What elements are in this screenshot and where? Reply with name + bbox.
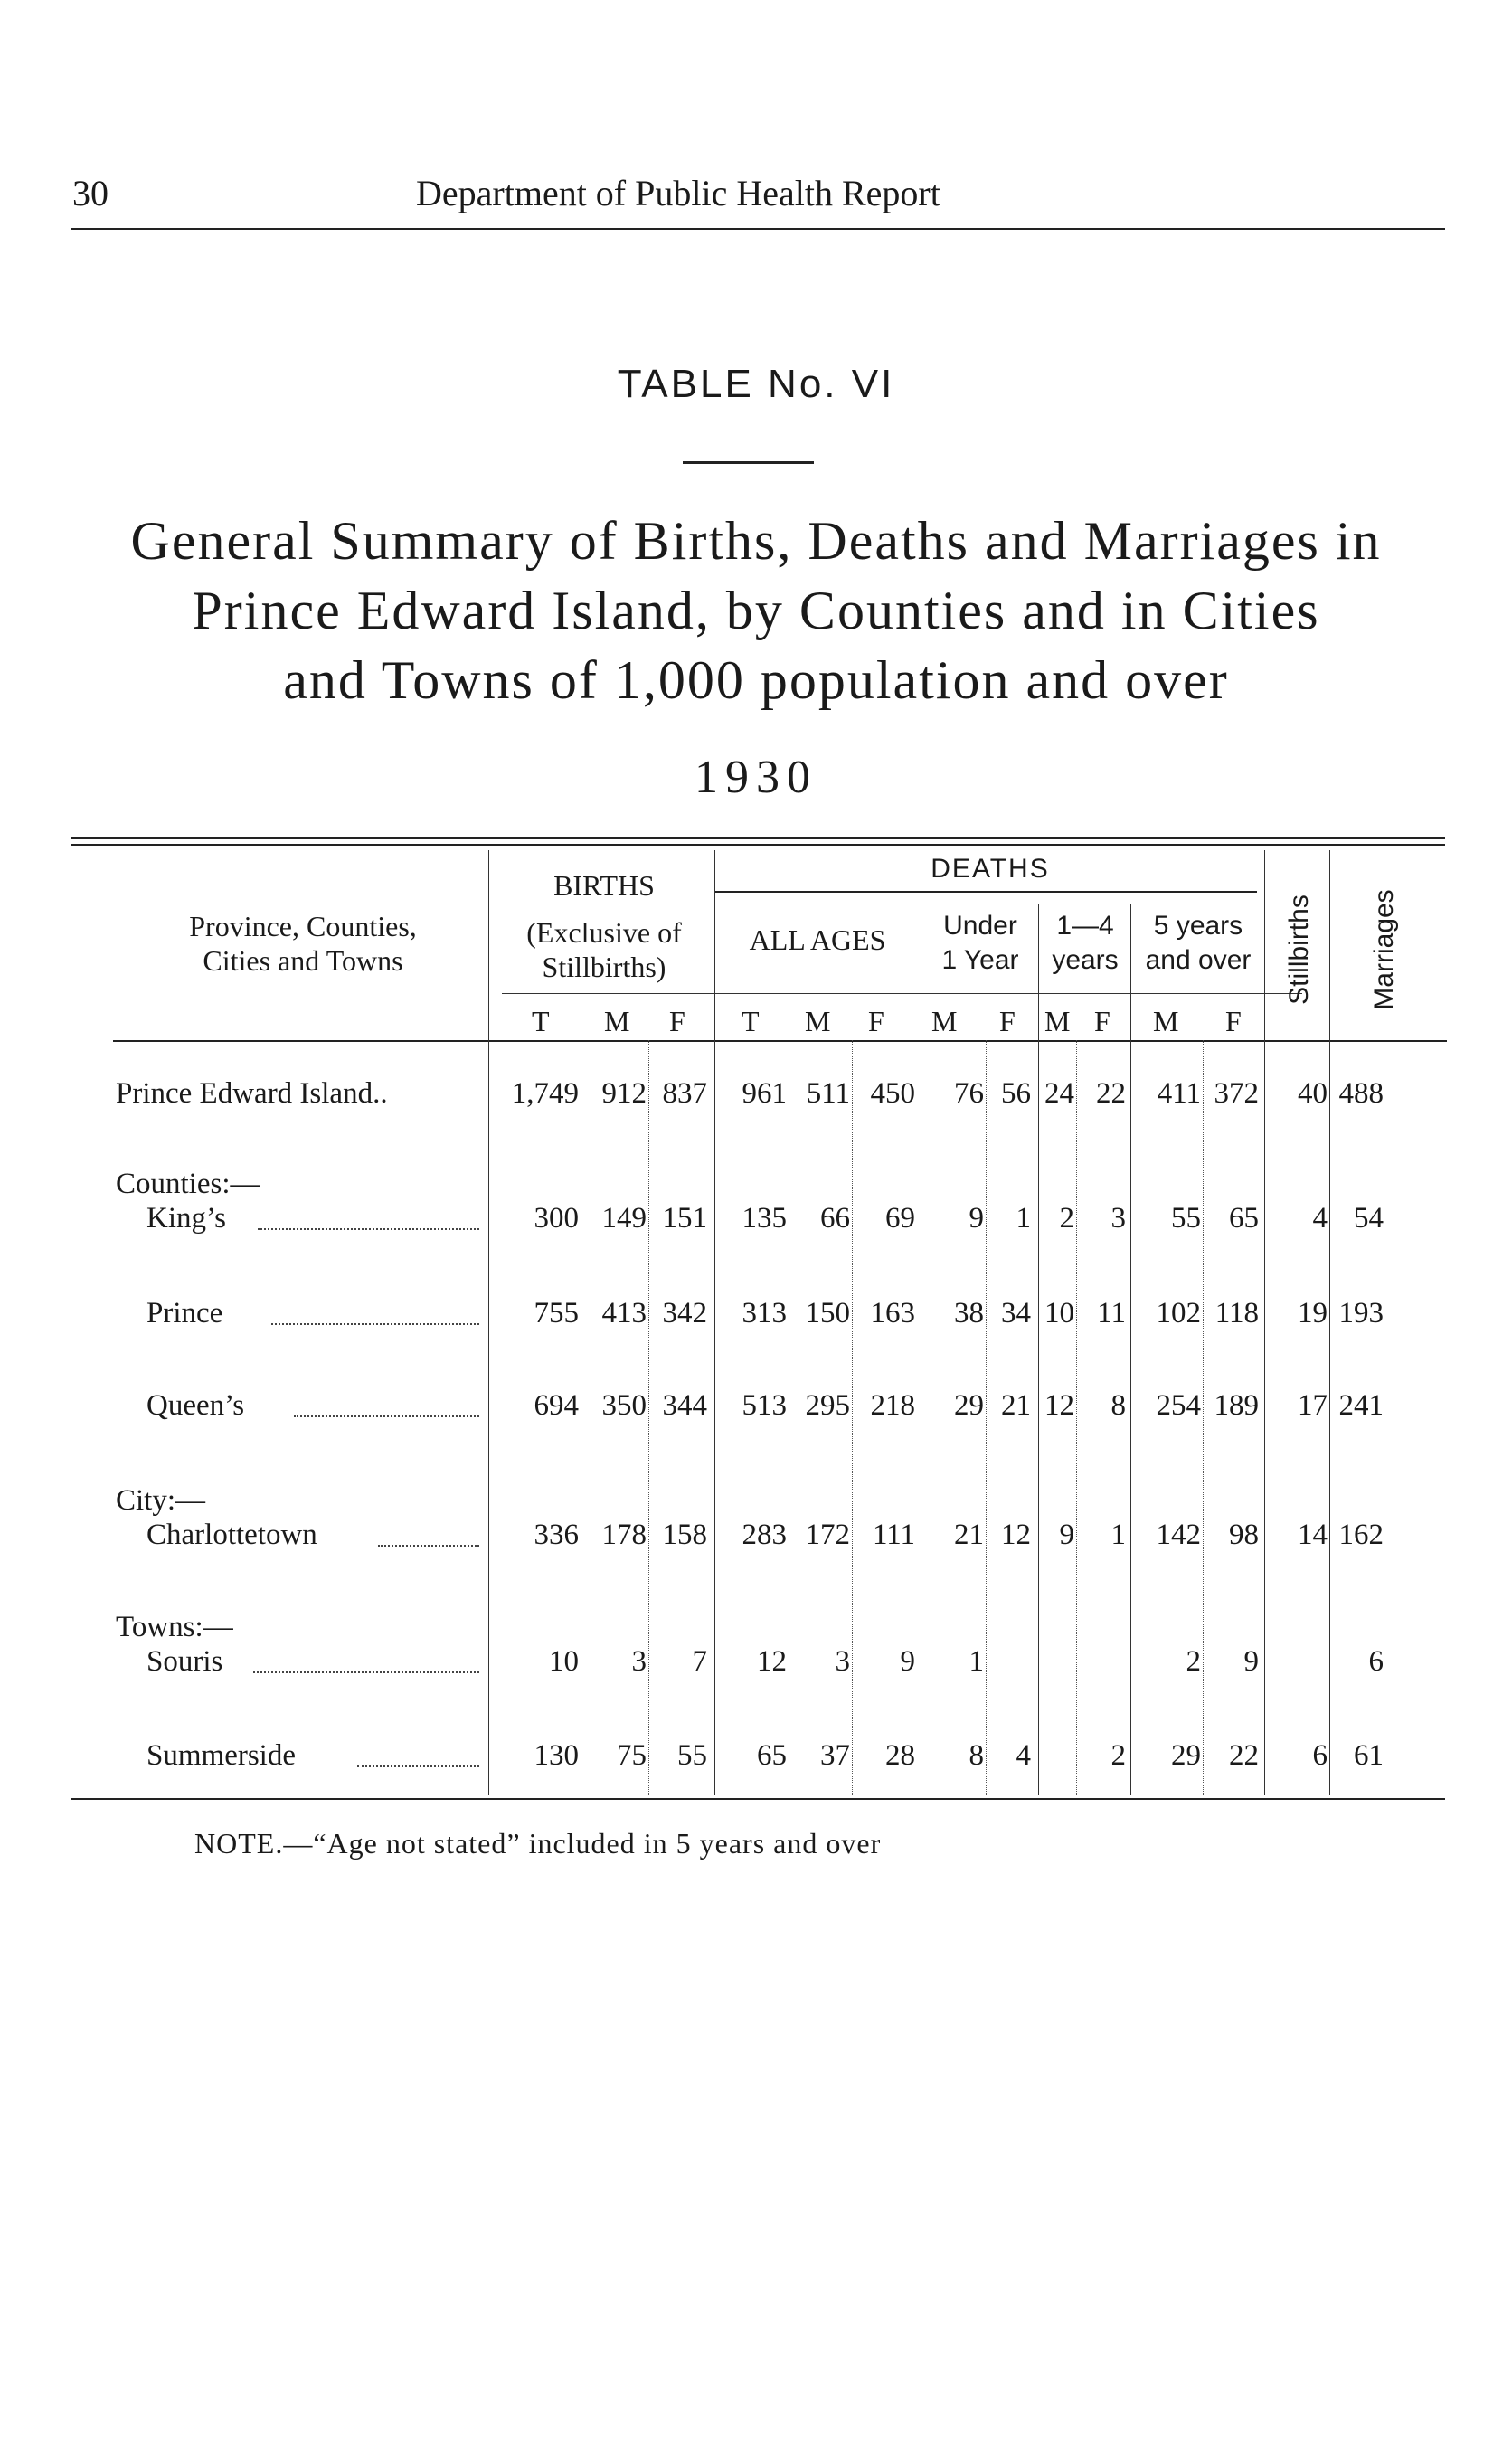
sub-header: F xyxy=(669,1005,685,1037)
row-label-charlottetown: Charlottetown xyxy=(146,1519,317,1551)
running-head xyxy=(72,172,1429,217)
place-header-line-1: Province, Counties, xyxy=(189,910,417,942)
table-cell: 19 xyxy=(1298,1297,1328,1330)
table-cell: 513 xyxy=(742,1389,787,1422)
table-cell: 149 xyxy=(601,1202,647,1235)
table-cell: 488 xyxy=(1338,1077,1384,1110)
table-cell: 40 xyxy=(1298,1077,1328,1110)
table-cell: 65 xyxy=(1229,1202,1259,1235)
place-header xyxy=(136,909,470,978)
age-5-over-header-line-1: 5 years xyxy=(1153,911,1243,941)
sub-header: M xyxy=(931,1005,958,1037)
table-cell: 61 xyxy=(1354,1739,1384,1772)
table-cell: 336 xyxy=(534,1519,579,1551)
table-cell: 172 xyxy=(805,1519,850,1551)
col-rule-place xyxy=(488,850,489,1795)
table-cell: 1 xyxy=(1016,1202,1031,1235)
running-head-rule xyxy=(71,228,1445,230)
table-cell: 55 xyxy=(677,1739,707,1772)
table-cell: 961 xyxy=(742,1077,787,1110)
table-cell: 254 xyxy=(1156,1389,1201,1422)
table-cell: 9 xyxy=(900,1645,915,1678)
table-cell: 912 xyxy=(601,1077,647,1110)
row-label-pei: Prince Edward Island.. xyxy=(116,1077,388,1110)
marriages-header: Marriages xyxy=(1369,889,1399,1010)
table-cell: 342 xyxy=(662,1297,707,1330)
dot-leader xyxy=(271,1323,479,1325)
table-cell: 21 xyxy=(954,1519,984,1551)
table-cell: 98 xyxy=(1229,1519,1259,1551)
table-cell: 12 xyxy=(1044,1389,1074,1422)
table-cell: 344 xyxy=(662,1389,707,1422)
sub-header: F xyxy=(999,1005,1016,1037)
table-cell: 295 xyxy=(805,1389,850,1422)
title-line-3: and Towns of 1,000 population and over xyxy=(283,650,1229,710)
sub-header: F xyxy=(1094,1005,1110,1037)
all-ages-header: ALL AGES xyxy=(749,923,886,956)
table-cell: 9 xyxy=(1059,1519,1074,1551)
group-label-city: City:— xyxy=(116,1484,206,1517)
table-number: TABLE No. VI xyxy=(617,362,895,406)
table-cell: 3 xyxy=(835,1645,850,1678)
table-cell: 29 xyxy=(954,1389,984,1422)
table-cell: 102 xyxy=(1156,1297,1201,1330)
age-1-4-header-line-2: years xyxy=(1052,945,1119,975)
table-cell: 29 xyxy=(1171,1739,1201,1772)
table-cell: 755 xyxy=(534,1297,579,1330)
sub-header: F xyxy=(868,1005,884,1037)
table-cell: 193 xyxy=(1338,1297,1384,1330)
title-line-2: Prince Edward Island, by Counties and in Cities xyxy=(192,581,1320,640)
page-number: 30 xyxy=(72,173,109,213)
sub-header: F xyxy=(1225,1005,1242,1037)
under-1-header-line-2: 1 Year xyxy=(941,945,1019,975)
sub-header: T xyxy=(742,1005,760,1037)
header-bottom-rule xyxy=(113,1040,1447,1042)
sub-header: M xyxy=(1153,1005,1179,1037)
table-cell: 4 xyxy=(1312,1202,1328,1235)
row-label-souris: Souris xyxy=(146,1645,223,1678)
title-divider xyxy=(683,461,814,464)
table-cell: 218 xyxy=(870,1389,915,1422)
age-1-4-header xyxy=(1040,909,1130,978)
sub-header: M xyxy=(805,1005,831,1037)
table-cell: 158 xyxy=(662,1519,707,1551)
table-cell: 450 xyxy=(870,1077,915,1110)
table-cell: 8 xyxy=(1110,1389,1126,1422)
dot-leader xyxy=(357,1765,479,1767)
table-cell: 65 xyxy=(757,1739,787,1772)
table-cell: 76 xyxy=(954,1077,984,1110)
table-cell: 9 xyxy=(969,1202,984,1235)
age-1-4-header-line-1: 1—4 xyxy=(1056,911,1114,941)
births-header-title: BIRTHS xyxy=(553,869,655,902)
table-cell: 3 xyxy=(1110,1202,1126,1235)
place-header-line-2: Cities and Towns xyxy=(203,944,403,977)
births-header xyxy=(496,868,713,984)
table-cell: 10 xyxy=(1044,1297,1074,1330)
row-label-prince: Prince xyxy=(146,1297,223,1330)
stillbirths-header: Stillbirths xyxy=(1284,894,1314,1005)
table-cell: 22 xyxy=(1096,1077,1126,1110)
table-cell: 300 xyxy=(534,1202,579,1235)
table-cell: 34 xyxy=(1001,1297,1031,1330)
table-cell: 837 xyxy=(662,1077,707,1110)
table-cell: 313 xyxy=(742,1297,787,1330)
table-cell: 9 xyxy=(1243,1645,1259,1678)
table-cell: 12 xyxy=(757,1645,787,1678)
table-cell: 372 xyxy=(1214,1077,1259,1110)
sub-header: M xyxy=(604,1005,630,1037)
table-cell: 162 xyxy=(1338,1519,1384,1551)
table-cell: 241 xyxy=(1338,1389,1384,1422)
age-5-over-header xyxy=(1132,909,1264,978)
table-cell: 10 xyxy=(549,1645,579,1678)
table-cell: 118 xyxy=(1214,1297,1259,1330)
table-cell: 6 xyxy=(1312,1739,1328,1772)
table-cell: 151 xyxy=(662,1202,707,1235)
table-cell: 163 xyxy=(870,1297,915,1330)
table-cell: 694 xyxy=(534,1389,579,1422)
deaths-header: DEATHS xyxy=(931,854,1050,884)
table-cell: 411 xyxy=(1157,1077,1201,1110)
table-cell: 135 xyxy=(742,1202,787,1235)
sub-header: T xyxy=(532,1005,550,1037)
dot-leader xyxy=(253,1671,479,1673)
table-cell: 4 xyxy=(1016,1739,1031,1772)
table-cell: 75 xyxy=(617,1739,647,1772)
table-cell: 55 xyxy=(1171,1202,1201,1235)
table-cell: 12 xyxy=(1001,1519,1031,1551)
dot-leader xyxy=(378,1545,479,1547)
table-cell: 511 xyxy=(806,1077,850,1110)
table-cell: 178 xyxy=(601,1519,647,1551)
row-label-summerside: Summerside xyxy=(146,1739,296,1772)
table-cell: 6 xyxy=(1368,1645,1384,1678)
table-cell: 283 xyxy=(742,1519,787,1551)
row-label-kings: King’s xyxy=(146,1202,227,1235)
table-top-rule-2 xyxy=(71,844,1445,846)
table-cell: 1 xyxy=(969,1645,984,1678)
title-line-1: General Summary of Births, Deaths and Marriages in xyxy=(130,511,1382,571)
table-cell: 21 xyxy=(1001,1389,1031,1422)
table-cell: 150 xyxy=(805,1297,850,1330)
dot-leader xyxy=(258,1228,479,1230)
table-cell: 1 xyxy=(1110,1519,1126,1551)
table-cell: 28 xyxy=(885,1739,915,1772)
dot-leader xyxy=(294,1415,479,1417)
under-1-header xyxy=(922,909,1038,978)
running-head-title: Department of Public Health Report xyxy=(416,173,940,213)
under-1-header-line-1: Under xyxy=(943,911,1017,941)
subheader-rule xyxy=(502,993,1302,994)
table-cell: 38 xyxy=(954,1297,984,1330)
table-cell: 130 xyxy=(534,1739,579,1772)
table-cell: 56 xyxy=(1001,1077,1031,1110)
table-cell: 142 xyxy=(1156,1519,1201,1551)
age-5-over-header-line-2: and over xyxy=(1145,945,1252,975)
group-label-towns: Towns:— xyxy=(116,1611,233,1643)
table-title xyxy=(54,506,1458,715)
table-cell: 54 xyxy=(1354,1202,1384,1235)
table-cell: 2 xyxy=(1059,1202,1074,1235)
table-cell: 66 xyxy=(820,1202,850,1235)
table-cell: 8 xyxy=(969,1739,984,1772)
table-cell: 1,749 xyxy=(511,1077,579,1110)
col-rule-under1 xyxy=(1038,904,1039,1795)
table-cell: 2 xyxy=(1110,1739,1126,1772)
table-cell: 11 xyxy=(1097,1297,1126,1330)
table-cell: 413 xyxy=(601,1297,647,1330)
table-cell: 3 xyxy=(631,1645,647,1678)
sub-header: M xyxy=(1044,1005,1071,1037)
table-cell: 24 xyxy=(1044,1077,1074,1110)
table-cell: 14 xyxy=(1298,1519,1328,1551)
table-cell: 7 xyxy=(692,1645,707,1678)
table-cell: 17 xyxy=(1298,1389,1328,1422)
table-note: NOTE.—“Age not stated” included in 5 years and over xyxy=(194,1827,882,1860)
births-header-line-3: Stillbirths) xyxy=(542,951,666,983)
table-cell: 37 xyxy=(820,1739,850,1772)
table-top-rule xyxy=(71,837,1445,839)
table-cell: 2 xyxy=(1186,1645,1201,1678)
table-cell: 350 xyxy=(601,1389,647,1422)
table-cell: 22 xyxy=(1229,1739,1259,1772)
table-cell: 69 xyxy=(885,1202,915,1235)
table-year: 1930 xyxy=(695,752,817,803)
table-cell: 111 xyxy=(872,1519,915,1551)
table-cell: 189 xyxy=(1214,1389,1259,1422)
group-label-counties: Counties:— xyxy=(116,1168,260,1200)
deaths-span-rule xyxy=(714,891,1257,893)
births-header-line-2: (Exclusive of xyxy=(526,916,682,949)
table-bottom-rule xyxy=(71,1798,1445,1800)
row-label-queens: Queen’s xyxy=(146,1389,245,1422)
